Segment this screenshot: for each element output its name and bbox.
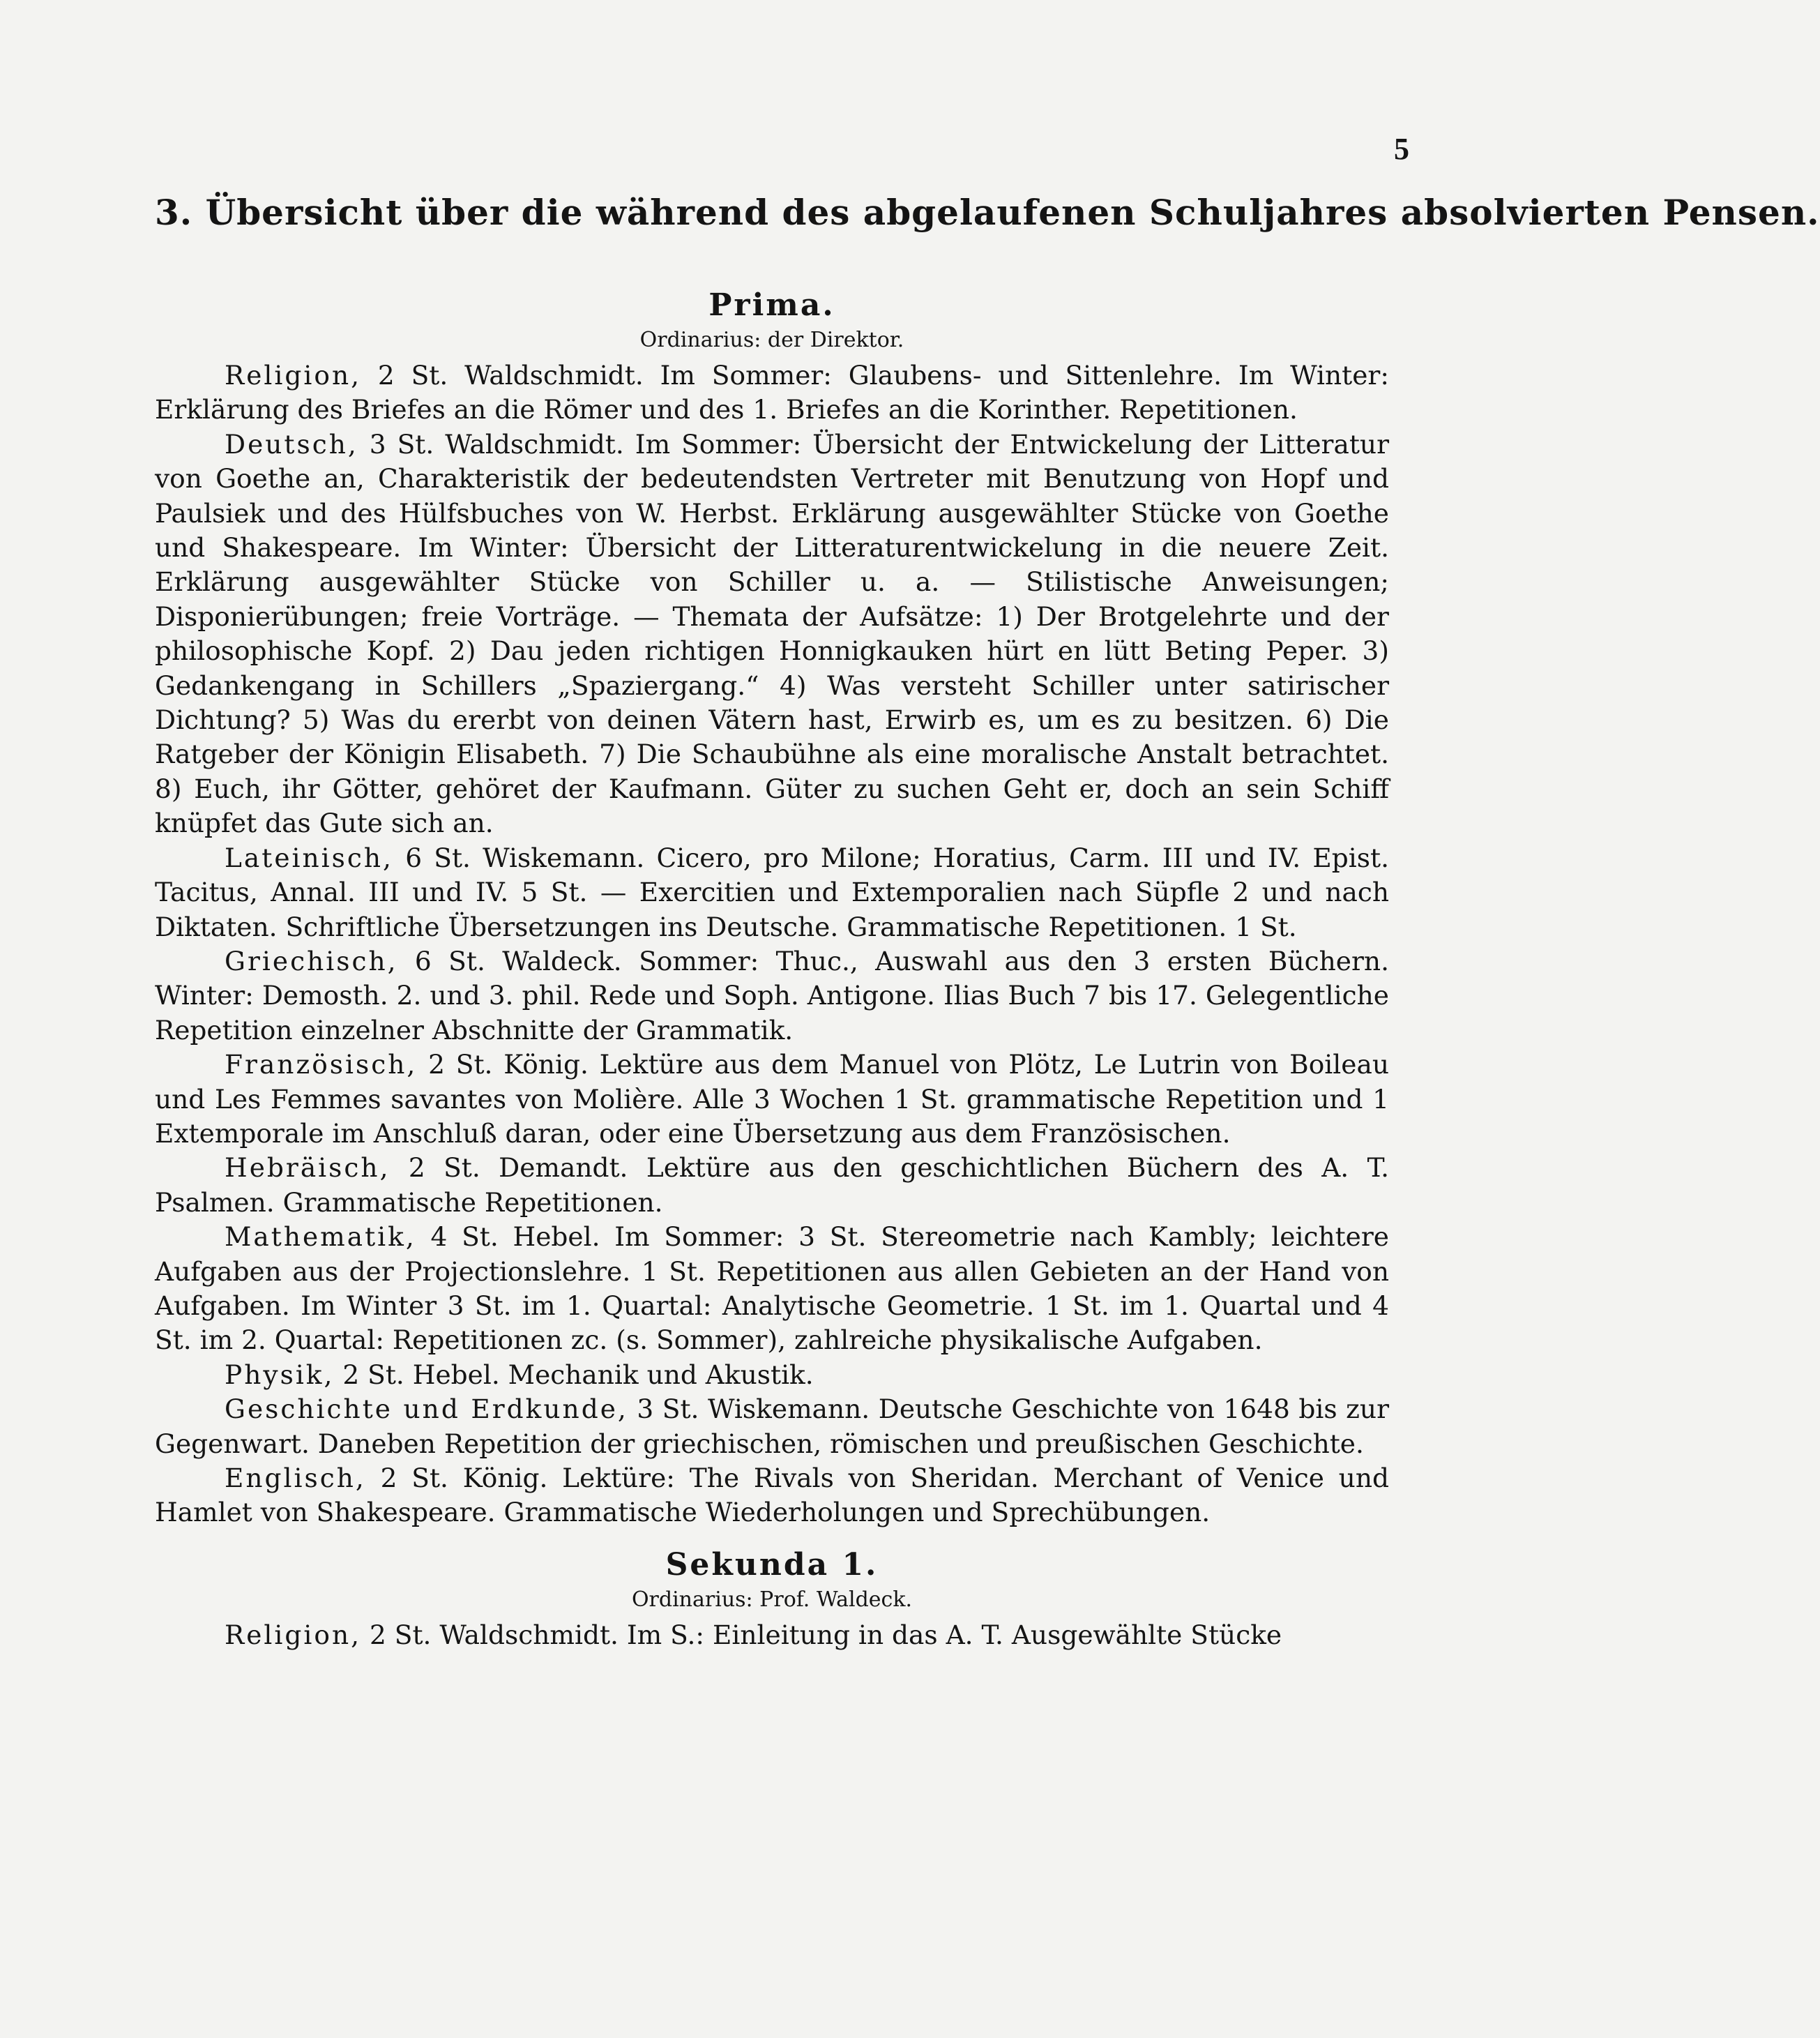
subject-entry	[155, 428, 1389, 841]
page-body	[155, 286, 1389, 1652]
class-heading: Sekunda 1.	[665, 1546, 879, 1583]
subject-entry	[155, 944, 1389, 1048]
subject-text: 6 St. Waldeck. Sommer: Thuc., Auswahl aus den 3 ersten Büchern. Winter: Demosth. 2. und 3. phil. Rede und Soph. Antigone. Ilias Buch 7 bis 17. Gelegentliche Repetition einzelner Abschnitte der Grammatik.	[155, 945, 1389, 1046]
subject-text: 2 St. König. Lektüre aus dem Manuel von Plötz, Le Lutrin von Boileau und Les Femmes savantes von Molière. Alle 3 Wochen 1 St. grammatische Repetition und 1 Extemporale im Anschluß daran, oder eine Übersetzung aus dem Französischen.	[155, 1049, 1389, 1149]
subject-name: Religion,	[225, 360, 362, 391]
subject-entry	[155, 1358, 1389, 1392]
subject-entry	[155, 358, 1389, 428]
subject-entry	[155, 841, 1389, 944]
subject-name: Physik,	[225, 1359, 335, 1390]
subject-text: 2 St. Waldschmidt. Im S.: Einleitung in das A. T. Ausgewählte Stücke	[361, 1619, 1282, 1650]
subject-entry	[155, 1220, 1389, 1358]
subject-name: Geschichte und Erdkunde,	[225, 1394, 628, 1425]
section-gap	[155, 1530, 1389, 1546]
section-title: 3. Übersicht über die während des abgelaufenen Schuljahres absolvierten Pensen.	[155, 192, 1820, 233]
subject-entry	[155, 1048, 1389, 1151]
class-heading: Prima.	[708, 287, 835, 323]
subject-entry	[155, 1461, 1389, 1530]
subject-name: Mathematik,	[225, 1221, 416, 1253]
subject-name: Hebräisch,	[225, 1152, 390, 1184]
class-ordinarius: Ordinarius: Prof. Waldeck.	[631, 1587, 913, 1612]
subject-name: Englisch,	[225, 1463, 366, 1493]
subject-entry	[155, 1392, 1389, 1461]
subject-name: Religion,	[225, 1619, 362, 1650]
subject-text: 2 St. Hebel. Mechanik und Akustik.	[334, 1359, 814, 1390]
subject-text: 2 St. König. Lektüre: The Rivals von Sheridan. Merchant of Venice und Hamlet von Shakespeare. Grammatische Wiederholungen und Sprechübungen.	[155, 1463, 1389, 1528]
subject-text: 2 St. Waldschmidt. Im Sommer: Glaubens- und Sittenlehre. Im Winter: Erklärung des Briefes an die Römer und des 1. Briefes an die Korinther. Repetitionen.	[155, 360, 1389, 425]
class-section-sekunda	[155, 1546, 1389, 1652]
subject-text: 4 St. Hebel. Im Sommer: 3 St. Stereometrie nach Kambly; leichtere Aufgaben aus der Projectionslehre. 1 St. Repetitionen aus allen Gebieten an der Hand von Aufgaben. Im Winter 3 St. im 1. Quartal: Analytische Geometrie. 1 St. im 1. Quartal und 4 St. im 2. Quartal: Repetitionen zc. (s. Sommer), zahlreiche physikalische Aufgaben.	[155, 1221, 1389, 1356]
page-number: 5	[1394, 132, 1409, 166]
subject-text: 3 St. Waldschmidt. Im Sommer: Übersicht der Entwickelung der Litteratur von Goethe an, Charakteristik der bedeutendsten Vertreter mit Benutzung von Hopf und Paulsiek und des Hülfsbuches von W. Herbst. Erklärung ausgewählter Stücke von Goethe und Shakespeare. Im Winter: Übersicht der Litteraturentwickelung in die neuere Zeit. Erklärung ausgewählter Stücke von Schiller u. a. — Stilistische Anweisungen; Disponierübungen; freie Vorträge. — Themata der Aufsätze: 1) Der Brotgelehrte und der philosophische Kopf. 2) Dau jeden richtigen Honnigkauken hürt en lütt Beting Peper. 3) Gedankengang in Schillers „Spaziergang.“ 4) Was versteht Schiller unter satirischer Dichtung? 5) Was du ererbt von deinen Vätern hast, Erwirb es, um es zu besitzen. 6) Die Ratgeber der Königin Elisabeth. 7) Die Schaubühne als eine moralische Anstalt betrachtet. 8) Euch, ihr Götter, gehöret der Kaufmann. Güter zu suchen Geht er, doch an sein Schiff knüpfet das Gute sich an.	[155, 428, 1389, 839]
subject-text: 2 St. Demandt. Lektüre aus den geschichtlichen Büchern des A. T. Psalmen. Grammatische Repetitionen.	[155, 1152, 1389, 1218]
subject-name: Deutsch,	[225, 428, 358, 460]
class-section-prima	[155, 286, 1389, 1530]
subject-text: 6 St. Wiskemann. Cicero, pro Milone; Horatius, Carm. III und IV. Epist. Tacitus, Annal. III und IV. 5 St. — Exercitien und Extemporalien nach Süpfle 2 und nach Diktaten. Schriftliche Übersetzungen ins Deutsche. Grammatische Repetitionen. 1 St.	[155, 842, 1389, 942]
class-ordinarius: Ordinarius: der Direktor.	[639, 328, 904, 352]
subject-name: Französisch,	[225, 1049, 418, 1080]
subject-entry	[155, 1618, 1389, 1652]
subject-text: 3 St. Wiskemann. Deutsche Geschichte von 1648 bis zur Gegenwart. Daneben Repetition der griechischen, römischen und preußischen Geschichte.	[155, 1394, 1389, 1459]
subject-name: Lateinisch,	[225, 842, 393, 873]
subject-name: Griechisch,	[225, 945, 398, 976]
subject-entry	[155, 1151, 1389, 1220]
